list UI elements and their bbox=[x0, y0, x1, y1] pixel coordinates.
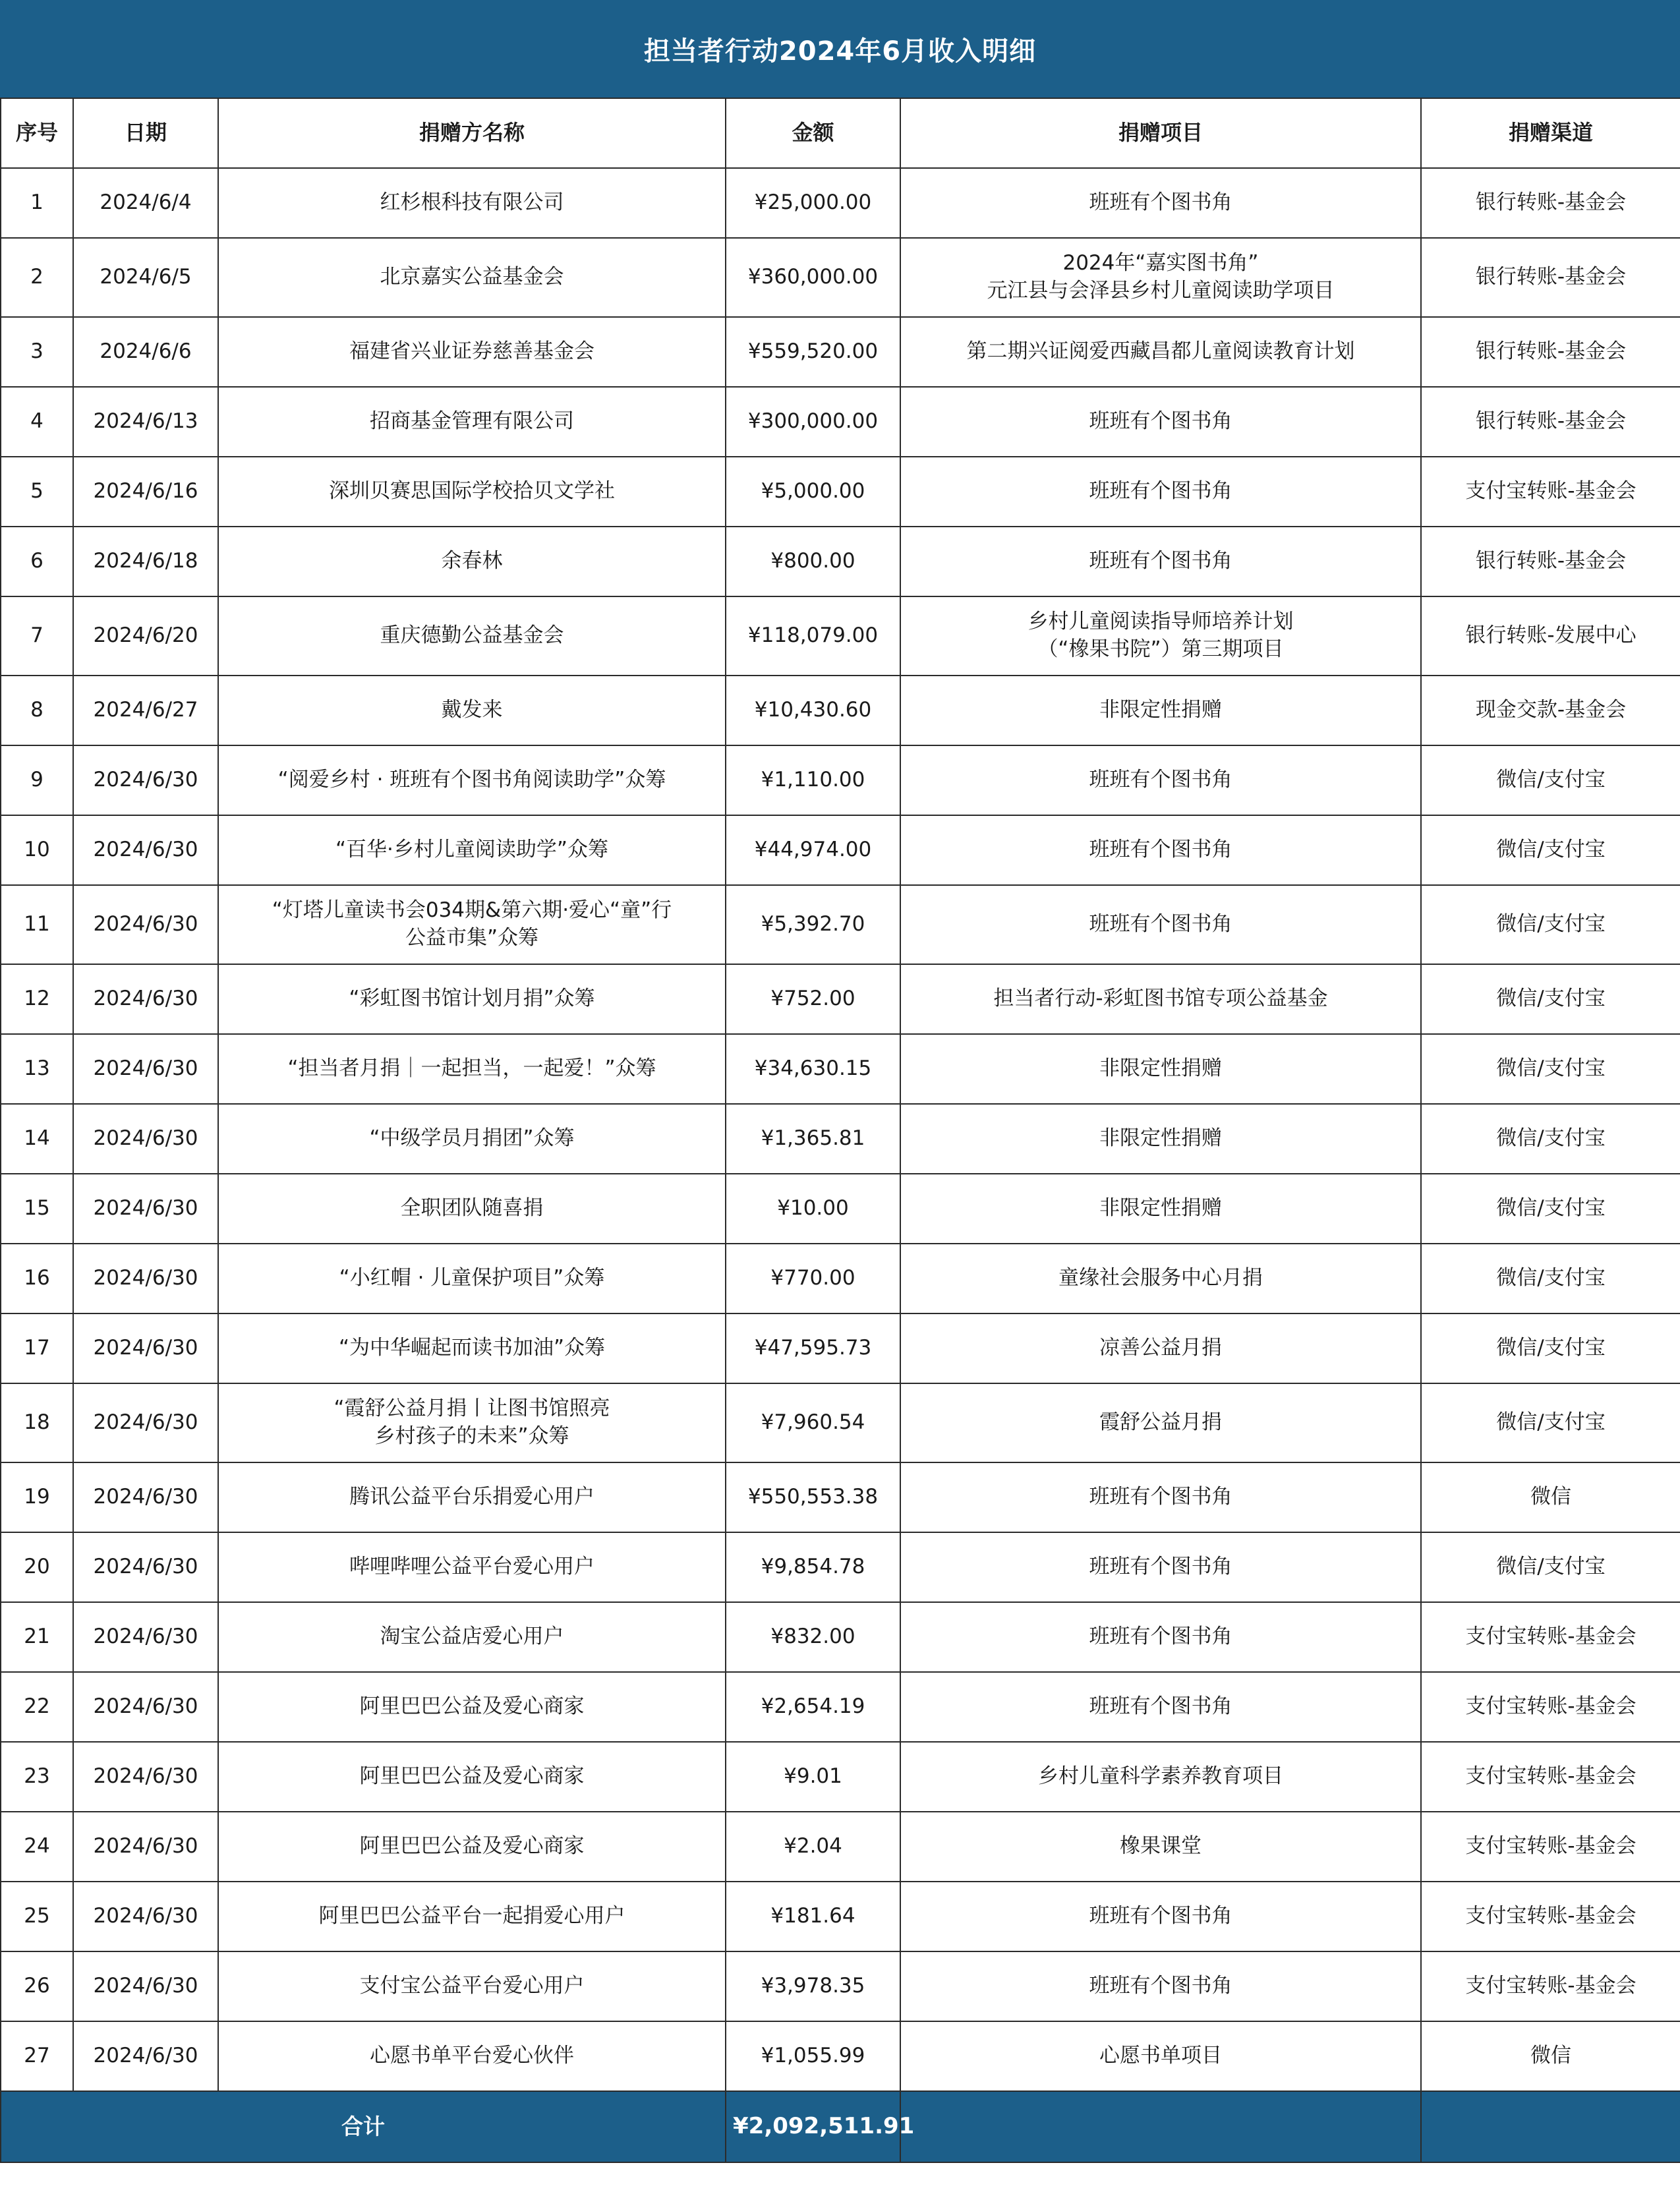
cell-project: 班班有个图书角 bbox=[900, 815, 1421, 885]
table-row bbox=[1, 1951, 1680, 2021]
cell-donor: 福建省兴业证券慈善基金会 bbox=[218, 317, 726, 387]
table-row bbox=[1, 1672, 1680, 1742]
cell-no: 20 bbox=[1, 1532, 73, 1602]
table-row bbox=[1, 457, 1680, 527]
column-header-donor: 捐赠方名称 bbox=[218, 98, 726, 168]
cell-channel: 现金交款-基金会 bbox=[1421, 676, 1680, 745]
table-row bbox=[1, 1174, 1680, 1244]
cell-channel: 微信/支付宝 bbox=[1421, 1532, 1680, 1602]
cell-donor: 阿里巴巴公益及爱心商家 bbox=[218, 1672, 726, 1742]
cell-no: 11 bbox=[1, 885, 73, 964]
cell-channel: 微信/支付宝 bbox=[1421, 1383, 1680, 1462]
cell-date: 2024/6/30 bbox=[73, 1244, 218, 1313]
cell-donor: 支付宝公益平台爱心用户 bbox=[218, 1951, 726, 2021]
table-row bbox=[1, 317, 1680, 387]
cell-date: 2024/6/20 bbox=[73, 596, 218, 676]
cell-channel: 支付宝转账-基金会 bbox=[1421, 457, 1680, 527]
table-row bbox=[1, 1462, 1680, 1532]
cell-project: 班班有个图书角 bbox=[900, 1462, 1421, 1532]
cell-channel: 银行转账-基金会 bbox=[1421, 317, 1680, 387]
cell-project: 班班有个图书角 bbox=[900, 1951, 1421, 2021]
cell-project: 班班有个图书角 bbox=[900, 168, 1421, 238]
cell-no: 24 bbox=[1, 1812, 73, 1882]
cell-channel: 微信/支付宝 bbox=[1421, 1174, 1680, 1244]
table-row bbox=[1, 1602, 1680, 1672]
cell-amount: ¥5,000.00 bbox=[726, 457, 900, 527]
cell-donor: 深圳贝赛思国际学校拾贝文学社 bbox=[218, 457, 726, 527]
cell-project: 非限定性捐赠 bbox=[900, 1104, 1421, 1174]
cell-date: 2024/6/30 bbox=[73, 1174, 218, 1244]
cell-date: 2024/6/16 bbox=[73, 457, 218, 527]
cell-amount: ¥181.64 bbox=[726, 1882, 900, 1951]
table-row bbox=[1, 1313, 1680, 1383]
column-header-no: 序号 bbox=[1, 98, 73, 168]
cell-amount: ¥2,654.19 bbox=[726, 1672, 900, 1742]
cell-donor: “霞舒公益月捐丨让图书馆照亮 乡村孩子的未来”众筹 bbox=[218, 1383, 726, 1462]
cell-no: 6 bbox=[1, 527, 73, 596]
cell-date: 2024/6/30 bbox=[73, 1602, 218, 1672]
cell-no: 2 bbox=[1, 238, 73, 317]
cell-donor: 阿里巴巴公益平台一起捐爱心用户 bbox=[218, 1882, 726, 1951]
cell-channel: 微信/支付宝 bbox=[1421, 964, 1680, 1034]
cell-no: 1 bbox=[1, 168, 73, 238]
table-row bbox=[1, 527, 1680, 596]
cell-project: 班班有个图书角 bbox=[900, 1532, 1421, 1602]
cell-no: 8 bbox=[1, 676, 73, 745]
cell-donor: “为中华崛起而读书加油”众筹 bbox=[218, 1313, 726, 1383]
total-label: 合计 bbox=[1, 2091, 726, 2162]
header-row bbox=[1, 98, 1680, 168]
cell-donor: 阿里巴巴公益及爱心商家 bbox=[218, 1812, 726, 1882]
cell-channel: 微信/支付宝 bbox=[1421, 1313, 1680, 1383]
cell-amount: ¥1,110.00 bbox=[726, 745, 900, 815]
total-empty-project bbox=[900, 2091, 1421, 2162]
cell-project: 班班有个图书角 bbox=[900, 387, 1421, 457]
cell-project: 乡村儿童科学素养教育项目 bbox=[900, 1742, 1421, 1812]
cell-no: 7 bbox=[1, 596, 73, 676]
cell-donor: 余春林 bbox=[218, 527, 726, 596]
cell-amount: ¥10,430.60 bbox=[726, 676, 900, 745]
cell-project: 2024年“嘉实图书角” 元江县与会泽县乡村儿童阅读助学项目 bbox=[900, 238, 1421, 317]
cell-channel: 微信 bbox=[1421, 1462, 1680, 1532]
cell-project: 担当者行动-彩虹图书馆专项公益基金 bbox=[900, 964, 1421, 1034]
cell-date: 2024/6/27 bbox=[73, 676, 218, 745]
cell-project: 凉善公益月捐 bbox=[900, 1313, 1421, 1383]
cell-date: 2024/6/30 bbox=[73, 815, 218, 885]
cell-donor: 淘宝公益店爱心用户 bbox=[218, 1602, 726, 1672]
cell-no: 21 bbox=[1, 1602, 73, 1672]
cell-no: 9 bbox=[1, 745, 73, 815]
cell-no: 22 bbox=[1, 1672, 73, 1742]
cell-channel: 银行转账-基金会 bbox=[1421, 238, 1680, 317]
cell-amount: ¥34,630.15 bbox=[726, 1034, 900, 1104]
table-row bbox=[1, 1882, 1680, 1951]
cell-channel: 银行转账-基金会 bbox=[1421, 168, 1680, 238]
cell-date: 2024/6/30 bbox=[73, 1951, 218, 2021]
cell-project: 非限定性捐赠 bbox=[900, 1174, 1421, 1244]
cell-donor: 重庆德勤公益基金会 bbox=[218, 596, 726, 676]
table-row bbox=[1, 815, 1680, 885]
table-row bbox=[1, 1104, 1680, 1174]
cell-donor: “担当者月捐｜一起担当，一起爱！”众筹 bbox=[218, 1034, 726, 1104]
cell-donor: 哔哩哔哩公益平台爱心用户 bbox=[218, 1532, 726, 1602]
cell-no: 14 bbox=[1, 1104, 73, 1174]
cell-channel: 银行转账-发展中心 bbox=[1421, 596, 1680, 676]
cell-channel: 微信/支付宝 bbox=[1421, 1104, 1680, 1174]
cell-amount: ¥5,392.70 bbox=[726, 885, 900, 964]
cell-project: 班班有个图书角 bbox=[900, 527, 1421, 596]
cell-amount: ¥550,553.38 bbox=[726, 1462, 900, 1532]
cell-no: 23 bbox=[1, 1742, 73, 1812]
cell-project: 乡村儿童阅读指导师培养计划 （“橡果书院”）第三期项目 bbox=[900, 596, 1421, 676]
cell-no: 3 bbox=[1, 317, 73, 387]
cell-date: 2024/6/30 bbox=[73, 1812, 218, 1882]
table-row bbox=[1, 596, 1680, 676]
cell-amount: ¥44,974.00 bbox=[726, 815, 900, 885]
cell-donor: “中级学员月捐团”众筹 bbox=[218, 1104, 726, 1174]
cell-donor: 招商基金管理有限公司 bbox=[218, 387, 726, 457]
cell-amount: ¥1,055.99 bbox=[726, 2021, 900, 2091]
cell-date: 2024/6/5 bbox=[73, 238, 218, 317]
cell-date: 2024/6/30 bbox=[73, 964, 218, 1034]
cell-amount: ¥800.00 bbox=[726, 527, 900, 596]
cell-date: 2024/6/30 bbox=[73, 1672, 218, 1742]
cell-date: 2024/6/30 bbox=[73, 2021, 218, 2091]
cell-no: 26 bbox=[1, 1951, 73, 2021]
cell-no: 13 bbox=[1, 1034, 73, 1104]
cell-amount: ¥25,000.00 bbox=[726, 168, 900, 238]
cell-date: 2024/6/30 bbox=[73, 1104, 218, 1174]
cell-project: 橡果课堂 bbox=[900, 1812, 1421, 1882]
cell-channel: 支付宝转账-基金会 bbox=[1421, 1602, 1680, 1672]
cell-channel: 微信/支付宝 bbox=[1421, 745, 1680, 815]
cell-project: 班班有个图书角 bbox=[900, 1672, 1421, 1742]
cell-donor: 心愿书单平台爱心伙伴 bbox=[218, 2021, 726, 2091]
cell-date: 2024/6/13 bbox=[73, 387, 218, 457]
cell-date: 2024/6/30 bbox=[73, 1742, 218, 1812]
total-row bbox=[1, 2091, 1680, 2162]
cell-channel: 银行转账-基金会 bbox=[1421, 527, 1680, 596]
cell-donor: 阿里巴巴公益及爱心商家 bbox=[218, 1742, 726, 1812]
cell-donor: 红杉根科技有限公司 bbox=[218, 168, 726, 238]
cell-channel: 支付宝转账-基金会 bbox=[1421, 1742, 1680, 1812]
cell-project: 班班有个图书角 bbox=[900, 1602, 1421, 1672]
cell-channel: 微信/支付宝 bbox=[1421, 815, 1680, 885]
cell-date: 2024/6/18 bbox=[73, 527, 218, 596]
cell-no: 10 bbox=[1, 815, 73, 885]
cell-date: 2024/6/30 bbox=[73, 1034, 218, 1104]
column-header-project: 捐赠项目 bbox=[900, 98, 1421, 168]
table-row bbox=[1, 745, 1680, 815]
cell-amount: ¥559,520.00 bbox=[726, 317, 900, 387]
cell-date: 2024/6/30 bbox=[73, 1313, 218, 1383]
table-row bbox=[1, 1244, 1680, 1313]
table-row bbox=[1, 1812, 1680, 1882]
cell-donor: 戴发来 bbox=[218, 676, 726, 745]
table-body bbox=[1, 168, 1680, 2091]
cell-amount: ¥3,978.35 bbox=[726, 1951, 900, 2021]
cell-no: 17 bbox=[1, 1313, 73, 1383]
cell-amount: ¥47,595.73 bbox=[726, 1313, 900, 1383]
cell-donor: “彩虹图书馆计划月捐”众筹 bbox=[218, 964, 726, 1034]
cell-amount: ¥7,960.54 bbox=[726, 1383, 900, 1462]
cell-channel: 支付宝转账-基金会 bbox=[1421, 1812, 1680, 1882]
cell-amount: ¥360,000.00 bbox=[726, 238, 900, 317]
cell-channel: 微信/支付宝 bbox=[1421, 1244, 1680, 1313]
table-row bbox=[1, 885, 1680, 964]
cell-donor: 北京嘉实公益基金会 bbox=[218, 238, 726, 317]
table-row bbox=[1, 168, 1680, 238]
cell-no: 25 bbox=[1, 1882, 73, 1951]
cell-amount: ¥9.01 bbox=[726, 1742, 900, 1812]
cell-date: 2024/6/30 bbox=[73, 1882, 218, 1951]
income-table bbox=[0, 98, 1680, 2163]
cell-project: 霞舒公益月捐 bbox=[900, 1383, 1421, 1462]
cell-project: 班班有个图书角 bbox=[900, 885, 1421, 964]
table-row bbox=[1, 1532, 1680, 1602]
cell-project: 心愿书单项目 bbox=[900, 2021, 1421, 2091]
table-row bbox=[1, 1742, 1680, 1812]
cell-date: 2024/6/30 bbox=[73, 885, 218, 964]
table-row bbox=[1, 1034, 1680, 1104]
cell-amount: ¥770.00 bbox=[726, 1244, 900, 1313]
cell-channel: 微信 bbox=[1421, 2021, 1680, 2091]
table-row bbox=[1, 964, 1680, 1034]
cell-date: 2024/6/30 bbox=[73, 745, 218, 815]
cell-project: 班班有个图书角 bbox=[900, 457, 1421, 527]
cell-amount: ¥2.04 bbox=[726, 1812, 900, 1882]
cell-amount: ¥118,079.00 bbox=[726, 596, 900, 676]
column-header-channel: 捐赠渠道 bbox=[1421, 98, 1680, 168]
cell-channel: 支付宝转账-基金会 bbox=[1421, 1672, 1680, 1742]
cell-amount: ¥1,365.81 bbox=[726, 1104, 900, 1174]
cell-amount: ¥832.00 bbox=[726, 1602, 900, 1672]
cell-date: 2024/6/30 bbox=[73, 1532, 218, 1602]
cell-project: 童缘社会服务中心月捐 bbox=[900, 1244, 1421, 1313]
cell-channel: 支付宝转账-基金会 bbox=[1421, 1951, 1680, 2021]
cell-project: 非限定性捐赠 bbox=[900, 1034, 1421, 1104]
cell-no: 27 bbox=[1, 2021, 73, 2091]
table-row bbox=[1, 1383, 1680, 1462]
table-row bbox=[1, 676, 1680, 745]
cell-no: 12 bbox=[1, 964, 73, 1034]
cell-amount: ¥300,000.00 bbox=[726, 387, 900, 457]
cell-date: 2024/6/30 bbox=[73, 1383, 218, 1462]
total-empty-channel bbox=[1421, 2091, 1680, 2162]
cell-amount: ¥10.00 bbox=[726, 1174, 900, 1244]
cell-date: 2024/6/6 bbox=[73, 317, 218, 387]
cell-no: 4 bbox=[1, 387, 73, 457]
cell-donor: 腾讯公益平台乐捐爱心用户 bbox=[218, 1462, 726, 1532]
cell-channel: 支付宝转账-基金会 bbox=[1421, 1882, 1680, 1951]
table-row bbox=[1, 387, 1680, 457]
cell-no: 16 bbox=[1, 1244, 73, 1313]
cell-date: 2024/6/30 bbox=[73, 1462, 218, 1532]
sheet-title: 担当者行动2024年6月收入明细 bbox=[0, 0, 1680, 98]
cell-donor: “阅爱乡村 · 班班有个图书角阅读助学”众筹 bbox=[218, 745, 726, 815]
cell-project: 第二期兴证阅爱西藏昌都儿童阅读教育计划 bbox=[900, 317, 1421, 387]
total-amount: ¥2,092,511.91 bbox=[726, 2091, 900, 2162]
cell-project: 非限定性捐赠 bbox=[900, 676, 1421, 745]
column-header-amount: 金额 bbox=[726, 98, 900, 168]
cell-channel: 微信/支付宝 bbox=[1421, 1034, 1680, 1104]
column-header-date: 日期 bbox=[73, 98, 218, 168]
cell-amount: ¥9,854.78 bbox=[726, 1532, 900, 1602]
cell-no: 19 bbox=[1, 1462, 73, 1532]
table-row bbox=[1, 238, 1680, 317]
cell-donor: “小红帽 · 儿童保护项目”众筹 bbox=[218, 1244, 726, 1313]
cell-no: 5 bbox=[1, 457, 73, 527]
cell-project: 班班有个图书角 bbox=[900, 745, 1421, 815]
cell-channel: 银行转账-基金会 bbox=[1421, 387, 1680, 457]
cell-amount: ¥752.00 bbox=[726, 964, 900, 1034]
cell-no: 18 bbox=[1, 1383, 73, 1462]
cell-no: 15 bbox=[1, 1174, 73, 1244]
table-row bbox=[1, 2021, 1680, 2091]
cell-date: 2024/6/4 bbox=[73, 168, 218, 238]
cell-project: 班班有个图书角 bbox=[900, 1882, 1421, 1951]
cell-donor: “百华·乡村儿童阅读助学”众筹 bbox=[218, 815, 726, 885]
cell-channel: 微信/支付宝 bbox=[1421, 885, 1680, 964]
cell-donor: “灯塔儿童读书会034期&第六期·爱心“童”行 公益市集”众筹 bbox=[218, 885, 726, 964]
cell-donor: 全职团队随喜捐 bbox=[218, 1174, 726, 1244]
